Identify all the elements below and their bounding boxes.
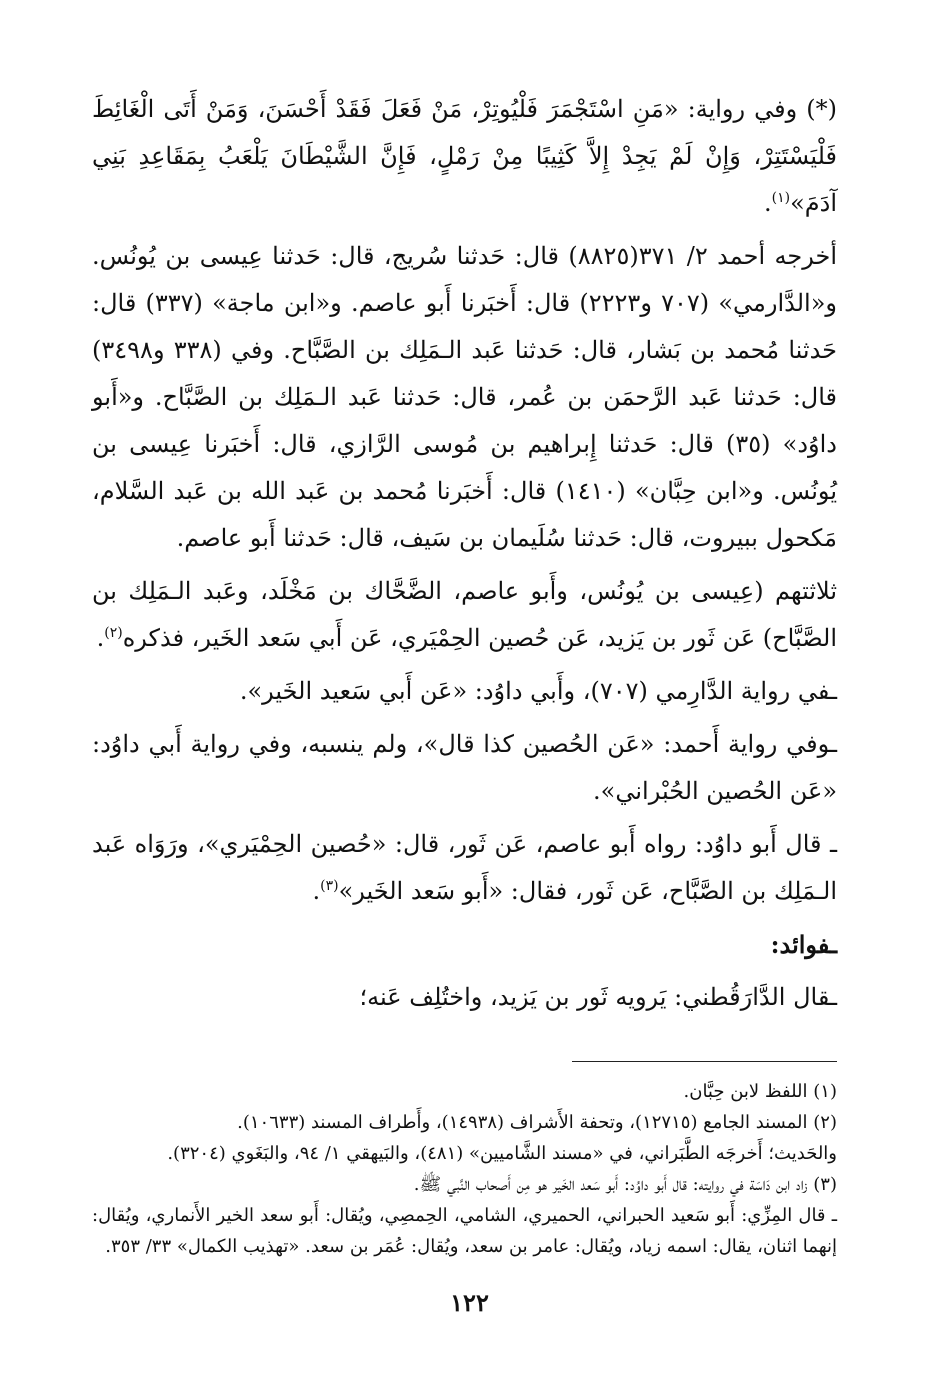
- footnote-3-continued: ـ قال المِزِّي: أَبو سَعيد الحبراني، الحميري، الشامي، الحِمصِي، ويُقال: أَبو سعد الخير الأَنماري، ويُقال: إنهما اثنان، يقال: اسمه زياد، ويُقال: عامر بن سعد، ويُقال: عُمَر بن سعد. «تهذيب الكمال» ٣٣/ ٣٥٣.: [92, 1205, 837, 1257]
- page-number: ١٢٢: [450, 1288, 489, 1317]
- footnote-separator: [572, 1061, 837, 1062]
- paragraph-takhrij: [92, 233, 837, 562]
- heading-text: فوائد:: [770, 930, 830, 959]
- paragraph-hadith-text: (*) وفي رواية: «مَنِ اسْتَجْمَرَ فَلْيُوتِرْ، مَنْ فَعَلَ فَقَدْ أَحْسَنَ، وَمَنْ أَتَى الْغَائِطَ فَلْيَسْتَتِرْ، وَإِنْ لَمْ يَجِدْ إِلاَّ كَثِيبًا مِنْ رَمْلٍ، فَإِنَّ الشَّيْطَانَ يَلْعَبُ بِمَقَاعِدِ بَنِي آدَمَ»$^{(١)}$.: [92, 95, 837, 217]
- paragraph-daraqutni: [92, 974, 837, 1021]
- footnote-3: (٣) زاد ابن دَاسَة في روايته: قال أَبو داوُد: أَبو سَعد الخَير هو مِن أَصحاب النَّبي ﷺ.: [413, 1174, 837, 1195]
- paragraph-text: ثلاثتهم (عِيسى بن يُونُس، وأَبو عاصم، الضَّحَّاك بن مَخْلَد، وعَبد الـمَلِك بن الصَّبَّاح) عَن ثَور بن يَزيد، عَن حُصين الحِمْيَري، عَن أَبي سَعد الخَير، فذكره: [92, 577, 837, 652]
- section-heading-fawaid: [92, 921, 837, 968]
- footnote-ref: (١): [771, 190, 791, 206]
- footnotes: [92, 1076, 837, 1262]
- paragraph-tail: .: [96, 624, 105, 652]
- footnote-ref: (٢): [104, 625, 123, 641]
- paragraph-text: في رواية الدَّارِمي (٧٠٧)، وأَبي داوُد: «عَن أَبي سَعيد الخَير».: [239, 677, 830, 705]
- main-text: [92, 86, 837, 1021]
- paragraph-text: (*) وفي رواية: «مَنِ اسْتَجْمَرَ فَلْيُوتِرْ، مَنْ فَعَلَ فَقَدْ أَحْسَنَ، وَمَنْ أَتَى الْغَائِطَ فَلْيَسْتَتِرْ، وَإِنْ لَمْ يَجِدْ إِلاَّ كَثِيبًا مِنْ رَمْلٍ، فَإِنَّ الشَّيْطَانَ يَلْعَبُ بِمَقَاعِدِ بَنِي آدَمَ»: [92, 95, 837, 217]
- paragraph-ahmad-note: [92, 721, 837, 815]
- footnote-2: (٢) المسند الجامع (١٢٧١٥)، وتحفة الأَشراف (١٤٩٣٨)، وأَطراف المسند (١٠٦٣٣).: [237, 1112, 837, 1133]
- footnote-2-continued: والحَديث؛ أَخرجَه الطَّبَراني، في «مسند الشَّاميين» (٤٨١)، والبَيهقي ١/ ٩٤، والبَغَوي (٣٢٠٤).: [167, 1143, 837, 1164]
- paragraph-text: قال الدَّارَقُطني: يَرويه ثَور بن يَزيد، واختُلِف عَنه؛: [359, 983, 830, 1011]
- paragraph-text: قال أَبو داوُد: رواه أَبو عاصم، عَن ثَور، قال: «حُصين الحِمْيَري»، ورَوَاه عَبد الـمَلِك بن الصَّبَّاح، عَن ثَور، فقال: «أَبو سَعد الخَير»: [92, 830, 837, 905]
- footnote-ref: (٣): [320, 878, 339, 894]
- paragraph-abudawud-note: [92, 821, 837, 915]
- paragraph-chain: [92, 568, 837, 662]
- paragraph-text: وفي رواية أَحمد: «عَن الحُصين كذا قال»، ولم ينسبه، وفي رواية أَبي داوُد: «عَن الحُصين الحُبْراني».: [92, 730, 837, 805]
- paragraph-text: أخرجه أحمد ٢/ ٣٧١(٨٨٢٥) قال: حَدثنا سُريج، قال: حَدثنا عِيسى بن يُونُس. و«الدَّارمي» (٧٠٧ و٢٢٢٣) قال: أَخبَرنا أَبو عاصم. و«ابن ماجة» (٣٣٧) قال: حَدثنا مُحمد بن بَشار، قال: حَدثنا عَبد الـمَلِك بن الصَّبَّاح. وفي (٣٣٨ و٣٤٩٨) قال: حَدثنا عَبد الرَّحمَن بن عُمر، قال: حَدثنا عَبد الـمَلِك بن الصَّبَّاح. و«أَبو داوُد» (٣٥) قال: حَدثنا إِبراهيم بن مُوسى الرَّازي، قال: أَخبَرنا عِيسى بن يُونُس. و«ابن حِبَّان» (١٤١٠) قال: أَخبَرنا مُحمد بن عَبد الله بن عَبد السَّلام، مَكحول ببيروت، قال: حَدثنا سُلَيمان بن سَيف، قال: حَدثنا أَبو عاصم.: [92, 242, 838, 552]
- paragraph-tail: .: [312, 877, 321, 905]
- paragraph-darimi-note: [92, 668, 837, 715]
- footnote-1: (١) اللفظ لابن حِبَّان.: [683, 1081, 837, 1102]
